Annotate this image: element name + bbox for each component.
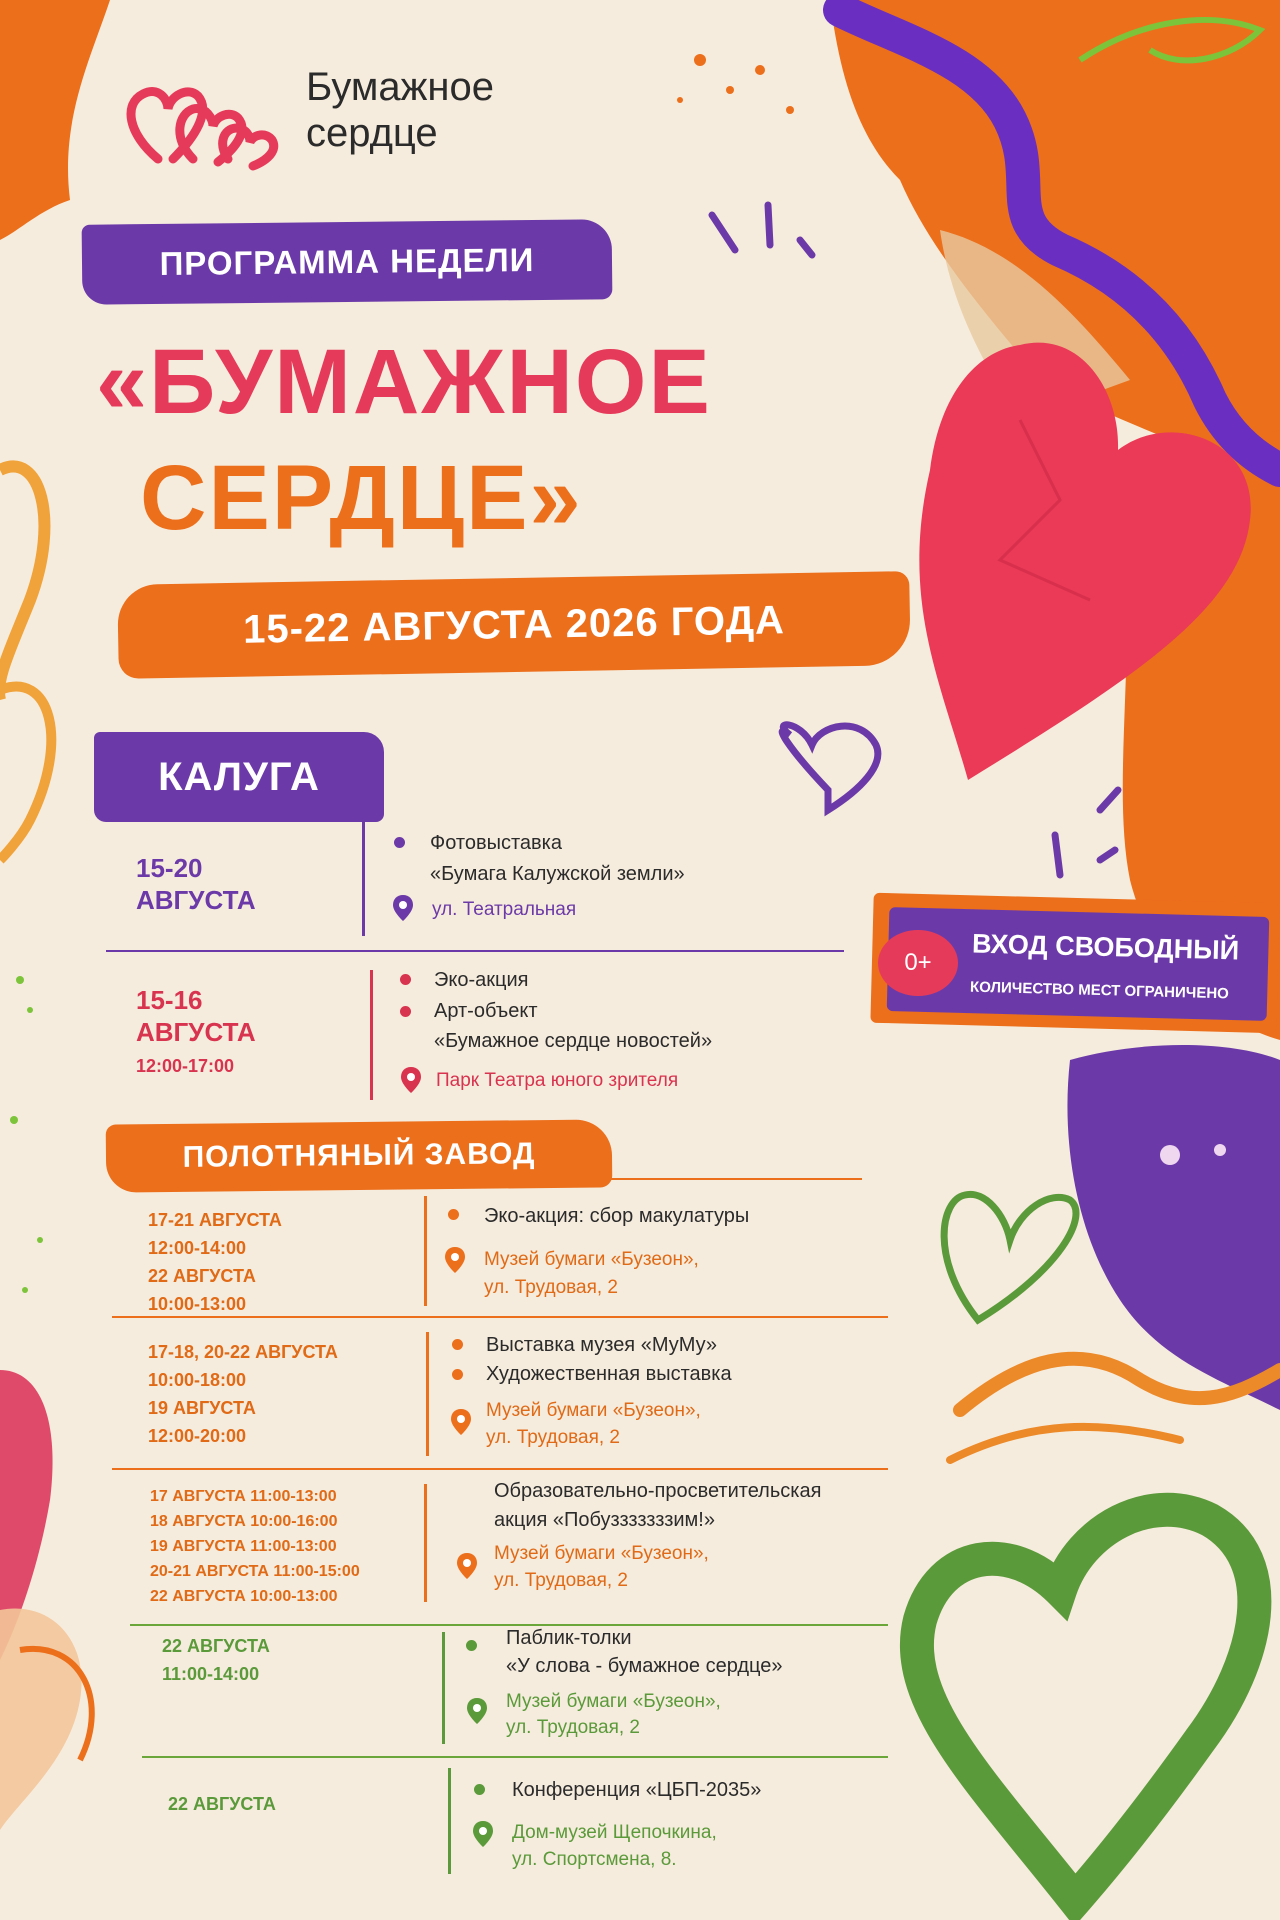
date-line: 15-16 (136, 985, 203, 1015)
event-title: Паблик-толки (506, 1627, 632, 1649)
location-pin-icon (456, 1552, 478, 1580)
event-dates (136, 984, 256, 1080)
event-title: акция «Побузззззззим!» (494, 1509, 715, 1531)
separator-horizontal (112, 1316, 888, 1318)
location-pin-icon (466, 1697, 488, 1725)
event-dates (150, 1484, 360, 1609)
event-title: Фотовыставка (430, 832, 562, 854)
date-line: 18 АВГУСТА 10:00-16:00 (150, 1513, 338, 1530)
city-polotnyany-zavod: ПОЛОТНЯНЫЙ ЗАВОД (106, 1119, 613, 1192)
event-title: «У слова - бумажное сердце» (506, 1655, 783, 1677)
location-pin-icon (400, 1066, 422, 1094)
title-line-2: СЕРДЦЕ» (140, 447, 583, 549)
green-brush-heart (917, 1510, 1254, 1900)
event-dates (148, 1206, 282, 1318)
event-dates (148, 1338, 338, 1450)
separator-vertical (370, 970, 373, 1100)
separator-horizontal (106, 950, 844, 952)
date-line: 12:00-14:00 (148, 1238, 247, 1258)
date-line: 20-21 АВГУСТА 11:00-15:00 (150, 1563, 360, 1580)
event-location: Парк Театра юного зрителя (436, 1070, 679, 1091)
event-time: 12:00-17:00 (136, 1056, 235, 1076)
event-dates (162, 1632, 270, 1688)
event-location: ул. Трудовая, 2 (506, 1717, 641, 1738)
event-title: «Бумага Калужской земли» (430, 863, 685, 885)
event-location: Музей бумаги «Бузеон», (494, 1543, 709, 1564)
event-dates (168, 1790, 276, 1818)
city-kaluga: КАЛУГА (94, 732, 384, 822)
date-line: 17-21 АВГУСТА (148, 1210, 282, 1230)
bullet-icon (452, 1369, 463, 1380)
separator-horizontal (142, 1756, 888, 1758)
orange-paper-top-left (0, 0, 110, 240)
event-title: Эко-акция: сбор макулатуры (484, 1205, 750, 1227)
free-entry-subtitle: КОЛИЧЕСТВО МЕСТ ОГРАНИЧЕНО (969, 978, 1230, 1003)
bullet-icon (466, 1640, 477, 1651)
separator-horizontal (600, 1178, 862, 1180)
date-line: 22 АВГУСТА (162, 1636, 270, 1656)
separator-vertical (426, 1332, 429, 1456)
date-line: 12:00-20:00 (148, 1426, 247, 1446)
event-title: Образовательно-просветительская (494, 1480, 822, 1502)
date-line: 10:00-18:00 (148, 1370, 247, 1390)
separator-vertical (424, 1484, 427, 1602)
location-pin-icon (472, 1820, 494, 1848)
brand-line-2: сердце (306, 111, 438, 155)
purple-outline-heart (782, 725, 878, 810)
title-line-1: «БУМАЖНОЕ (96, 331, 712, 433)
date-line: 17 АВГУСТА 11:00-13:00 (150, 1488, 337, 1505)
bullet-icon (394, 837, 405, 848)
separator-vertical (448, 1768, 451, 1874)
event-dates-banner: 15-22 АВГУСТА 2026 ГОДА (117, 571, 911, 679)
bullet-icon (400, 974, 411, 985)
event-location: ул. Спортсмена, 8. (512, 1849, 677, 1870)
event-location: ул. Трудовая, 2 (484, 1277, 619, 1298)
event-dates (136, 852, 256, 916)
event-location: Музей бумаги «Бузеон», (506, 1691, 721, 1712)
event-location: Музей бумаги «Бузеон», (484, 1249, 699, 1270)
bullet-icon (452, 1339, 463, 1350)
green-outline-heart (944, 1194, 1076, 1320)
brand-line-1: Бумажное (306, 65, 495, 109)
event-location: Музей бумаги «Бузеон», (486, 1400, 701, 1421)
event-location: ул. Трудовая, 2 (494, 1570, 629, 1591)
location-pin-icon (450, 1408, 472, 1436)
event-location: ул. Трудовая, 2 (486, 1427, 621, 1448)
date-line: 22 АВГУСТА (148, 1266, 256, 1286)
event-location: Дом-музей Щепочкина, (512, 1822, 717, 1843)
event-title: Конференция «ЦБП-2035» (512, 1779, 762, 1801)
event-title: Художественная выставка (486, 1363, 732, 1385)
date-line: АВГУСТА (136, 1017, 256, 1047)
event-title: Эко-акция (434, 969, 529, 991)
separator-horizontal (112, 1468, 888, 1470)
location-pin-icon (444, 1246, 466, 1274)
three-hearts-logo-icon (118, 74, 288, 174)
date-line: 10:00-13:00 (148, 1294, 247, 1314)
date-line: 15-20 (136, 853, 203, 883)
bullet-icon (400, 1006, 411, 1017)
event-location: ул. Театральная (432, 899, 577, 920)
brand-name (306, 64, 494, 156)
event-title: Арт-объект (434, 1000, 538, 1022)
event-title: Выставка музея «МуМу» (486, 1334, 717, 1356)
date-line: 17-18, 20-22 АВГУСТА (148, 1342, 338, 1362)
event-title: «Бумажное сердце новостей» (434, 1030, 713, 1052)
separator-vertical (442, 1632, 445, 1744)
date-line: 19 АВГУСТА 11:00-13:00 (150, 1538, 337, 1555)
bullet-icon (474, 1784, 485, 1795)
program-label: ПРОГРАММА НЕДЕЛИ (82, 219, 613, 305)
date-line: АВГУСТА (136, 885, 256, 915)
bullet-icon (448, 1209, 459, 1220)
date-line: 11:00-14:00 (162, 1664, 260, 1684)
date-line: 22 АВГУСТА (168, 1794, 276, 1814)
free-entry-title: ВХОД СВОБОДНЫЙ (971, 928, 1240, 966)
age-rating-badge: 0+ (878, 930, 958, 996)
separator-vertical (362, 814, 365, 936)
date-line: 22 АВГУСТА 10:00-13:00 (150, 1588, 338, 1605)
separator-vertical (424, 1196, 427, 1306)
location-pin-icon (392, 894, 414, 922)
date-line: 19 АВГУСТА (148, 1398, 256, 1418)
